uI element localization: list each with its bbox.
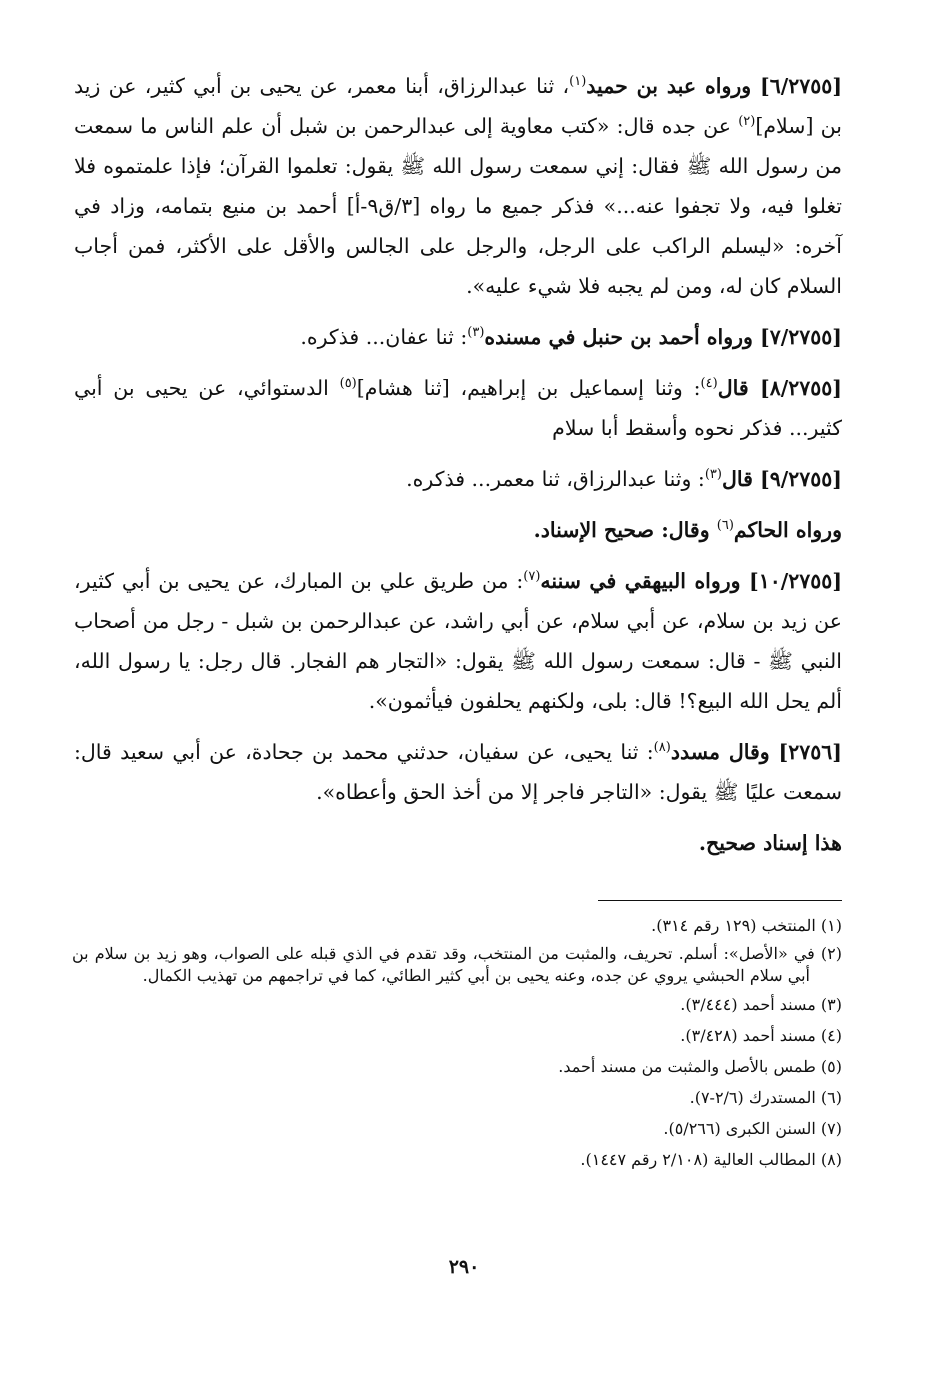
paragraph-body: ، ثنا عبدالرزاق، أبنا معمر، عن يحيى بن أبي كثير، عن زيد بن [سلام] [74, 74, 842, 138]
footnote-ref: (٣) [704, 467, 722, 482]
paragraph-body: : وثنا عبدالرزاق، ثنا معمر... فذكره. [406, 467, 705, 491]
hadith-paragraph-5 [74, 510, 842, 550]
footnote-ref: (٢) [738, 114, 756, 129]
footnote-2: (٢) في «الأصل»: أسلم. تحريف، والمثبت من المنتخب، وقد تقدم في الذي قبله على الصواب، وهو زيد بن سلام بن أبي سلام الحبشي يروي عن جده، وعنه يحيى بن أبي كثير الطائي، كما في تراجمهم من تهذيب الكمال. [72, 944, 843, 985]
paragraph-body: : وثنا إسماعيل بن إبراهيم، [ثنا هشام] [356, 376, 701, 400]
footnote-8: (٨) المطالب العالية (٢/١٠٨ رقم ١٤٤٧). [580, 1150, 842, 1169]
footnote-5: (٥) طمس بالأصل والمثبت من مسند أحمد. [558, 1057, 842, 1076]
paragraph-body-continued: عن جده قال: «كتب معاوية إلى عبدالرحمن بن شبل أن علم الناس ما سمعت من رسول الله ﷺ فقال: إني سمعت رسول الله ﷺ يقول: تعلموا القرآن؛ فإذا علمتموه فلا تغلوا فيه، ولا تجفوا عنه...» فذكر جميع ما رواه [٣/ق٩-أ] أحمد بن منيع بتمامه، وزاد في آخره: «ليسلم الراكب على الرجل، والرجل على الجالس والأقل على الأكثر، فمن أجاب السلام كان له، ومن لم يجبه فلا شيء عليه». [74, 114, 842, 298]
footnote-6: (٦) المستدرك (٢/٦-٧). [689, 1088, 842, 1107]
footnotes [72, 912, 842, 1177]
hadith-paragraph-2 [74, 317, 842, 357]
footnote-ref: (٨) [653, 740, 671, 755]
paragraph-heading: هذا إسناد صحيح. [698, 831, 842, 855]
main-text [74, 66, 842, 863]
paragraph-heading: [٨/٢٧٥٥] قال [717, 376, 842, 400]
footnote-7: (٧) السنن الكبرى (٥/٢٦٦). [663, 1119, 842, 1138]
paragraph-body: : ثنا عفان... فذكره. [300, 325, 468, 349]
paragraph-heading: [٧/٢٧٥٥] ورواه أحمد بن حنبل في مسنده [484, 325, 842, 349]
paragraph-body: : ثنا يحيى، عن سفيان، حدثني محمد بن جحادة، عن أبي سعيد قال: سمعت عليًا ﷺ يقول: «التاجر فاجر إلا من أخذ الحق وأعطاه». [74, 740, 842, 804]
paragraph-body-continued: الدستوائي، عن يحيى بن أبي كثير... فذكر نحوه وأسقط أبا سلام [74, 376, 842, 440]
paragraph-heading: [٢٧٥٦] وقال مسدد [670, 740, 842, 764]
footnote-ref: (٧) [523, 569, 541, 584]
hadith-paragraph-1 [74, 66, 842, 306]
footnote-separator [598, 900, 842, 901]
paragraph-heading: [١٠/٢٧٥٥] ورواه البيهقي في سننه [540, 569, 843, 593]
paragraph-heading: [٩/٢٧٥٥] قال [721, 467, 842, 491]
paragraph-heading: ورواه الحاكم [733, 518, 842, 542]
hadith-paragraph-7 [74, 732, 842, 812]
page-number: ٢٩٠ [448, 1256, 480, 1278]
footnote-ref: (٥) [339, 376, 357, 391]
footnote-4: (٤) مسند أحمد (٣/٤٢٨). [680, 1026, 842, 1045]
footnote-3: (٣) مسند أحمد (٣/٤٤٤). [680, 995, 842, 1014]
footnote-ref: (٤) [700, 376, 718, 391]
hadith-paragraph-8 [74, 823, 842, 863]
footnote-ref: (٣) [467, 325, 485, 340]
paragraph-heading: [٦/٢٧٥٥] ورواه عبد بن حميد [586, 74, 843, 98]
footnote-1: (١) المنتخب (١٢٩ رقم ٣١٤). [651, 916, 842, 935]
hadith-paragraph-4 [74, 459, 842, 499]
paragraph-body: : من طريق علي بن المبارك، عن يحيى بن أبي كثير، عن زيد بن سلام، عن أبي سلام، عن أبي راشد، عن عبدالرحمن بن شبل - رجل من أصحاب النبي ﷺ - قال: سمعت رسول الله ﷺ يقول: «التجار هم الفجار. قال رجل: يا رسول الله، ألم يحل الله البيع؟! قال: بلى، ولكنهم يحلفون فيأثمون». [74, 569, 842, 713]
hadith-paragraph-3 [74, 368, 842, 448]
hadith-paragraph-6 [74, 561, 842, 721]
footnote-ref: (١) [569, 74, 587, 89]
paragraph-body: وقال: صحيح الإسناد. [533, 518, 717, 542]
footnote-ref: (٦) [716, 518, 734, 533]
